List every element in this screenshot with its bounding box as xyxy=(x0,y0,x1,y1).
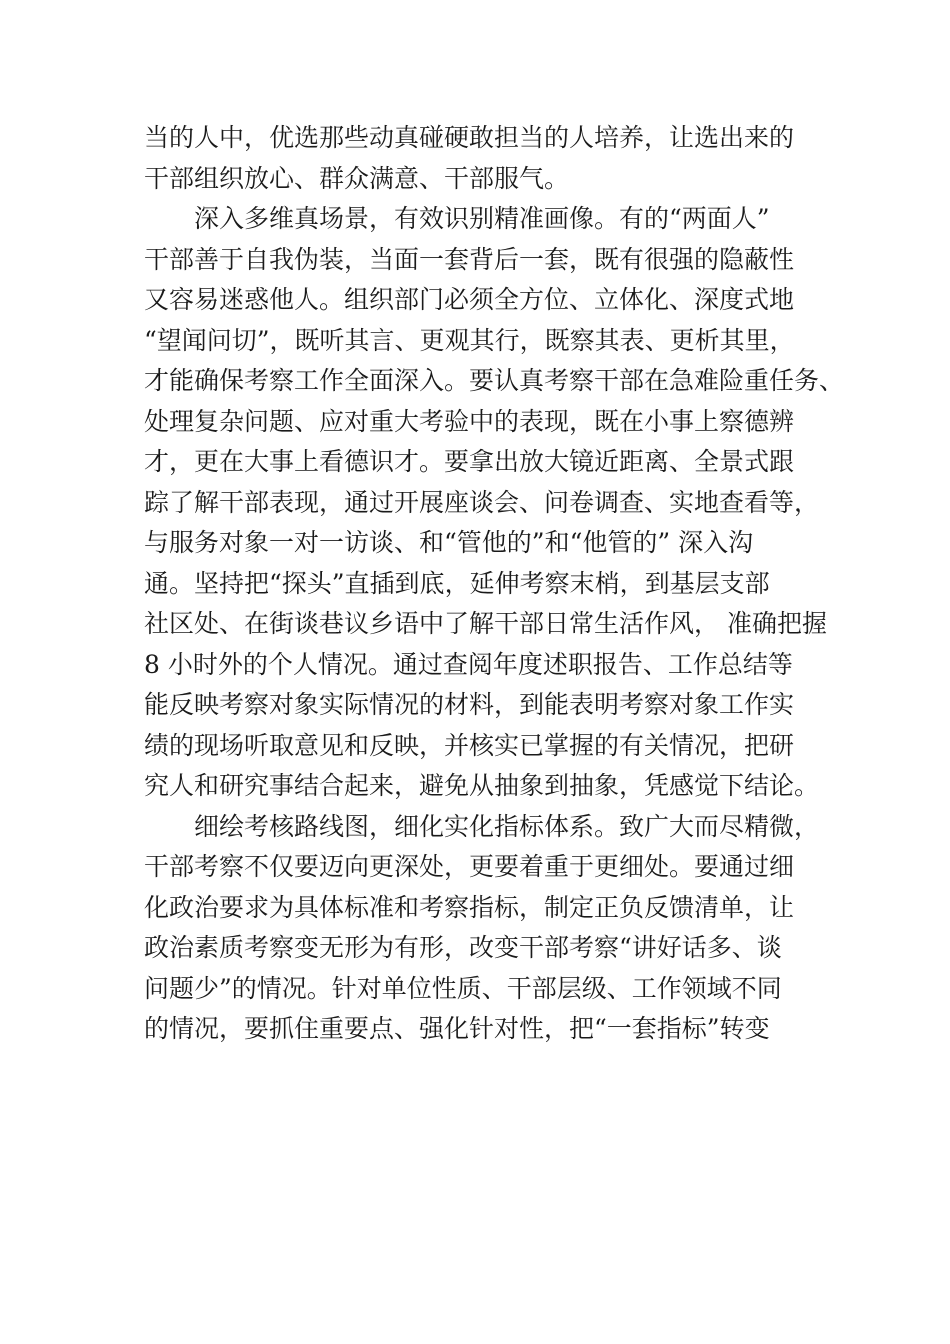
text-line: 究人和研究事结合起来，避免从抽象到抽象，凭感觉下结论。 xyxy=(144,771,820,800)
text-line: “望闻问切”，既听其言、更观其行，既察其表、更析其里， xyxy=(144,325,795,355)
text-line: 通。坚持把“探头”直插到底，延伸考察末梢，到基层支部 xyxy=(144,568,770,598)
text-line: 才能确保考察工作全面深入。要认真考察干部在急难险重任务、 xyxy=(144,366,845,395)
text-line: 又容易迷惑他人。组织部门必须全方位、立体化、深度式地 xyxy=(144,285,795,314)
paragraph-start-line: 深入多维真场景，有效识别精准画像。有的“两面人” xyxy=(194,204,770,233)
text-line: 的情况，要抓住重要点、强化针对性，把“一套指标”转变 xyxy=(144,1014,770,1043)
text-line: 当的人中，优选那些动真碰硬敢担当的人培养，让选出来的 xyxy=(144,123,795,152)
text-line: 化政治要求为具体标准和考察指标，制定正负反馈清单，让 xyxy=(144,892,795,922)
text-line: 8 小时外的个人情况。通过查阅年度述职报告、工作总结等 xyxy=(144,649,793,679)
text-line: 社区处、在街谈巷议乡语中了解干部日常生活作风， 准确把握 xyxy=(144,609,827,638)
text-line: 绩的现场听取意见和反映，并核实已掌握的有关情况，把研 xyxy=(144,730,795,760)
text-line: 能反映考察对象实际情况的材料，到能表明考察对象工作实 xyxy=(144,690,795,719)
text-line: 干部组织放心、群众满意、干部服气。 xyxy=(144,163,570,193)
text-line: 踪了解干部表现，通过开展座谈会、问卷调查、实地查看等， xyxy=(144,487,820,517)
text-line: 干部善于自我伪装，当面一套背后一套，既有很强的隐蔽性 xyxy=(144,244,795,274)
text-line: 问题少”的情况。针对单位性质、干部层级、工作领域不同 xyxy=(144,973,782,1003)
text-line: 才，更在大事上看德识才。要拿出放大镜近距离、全景式跟 xyxy=(144,447,795,476)
text-line: 政治素质考察变无形为有形，改变干部考察“讲好话多、谈 xyxy=(144,933,782,962)
text-line: 干部考察不仅要迈向更深处，更要着重于更细处。要通过细 xyxy=(144,852,795,881)
paragraph-start-line: 细绘考核路线图，细化实化指标体系。致广大而尽精微， xyxy=(194,811,820,841)
text-line: 与服务对象一对一访谈、和“管他的”和“他管的” 深入沟 xyxy=(144,528,754,557)
body-text xyxy=(144,118,845,1050)
text-line: 处理复杂问题、应对重大考验中的表现，既在小事上察德辨 xyxy=(144,406,795,436)
